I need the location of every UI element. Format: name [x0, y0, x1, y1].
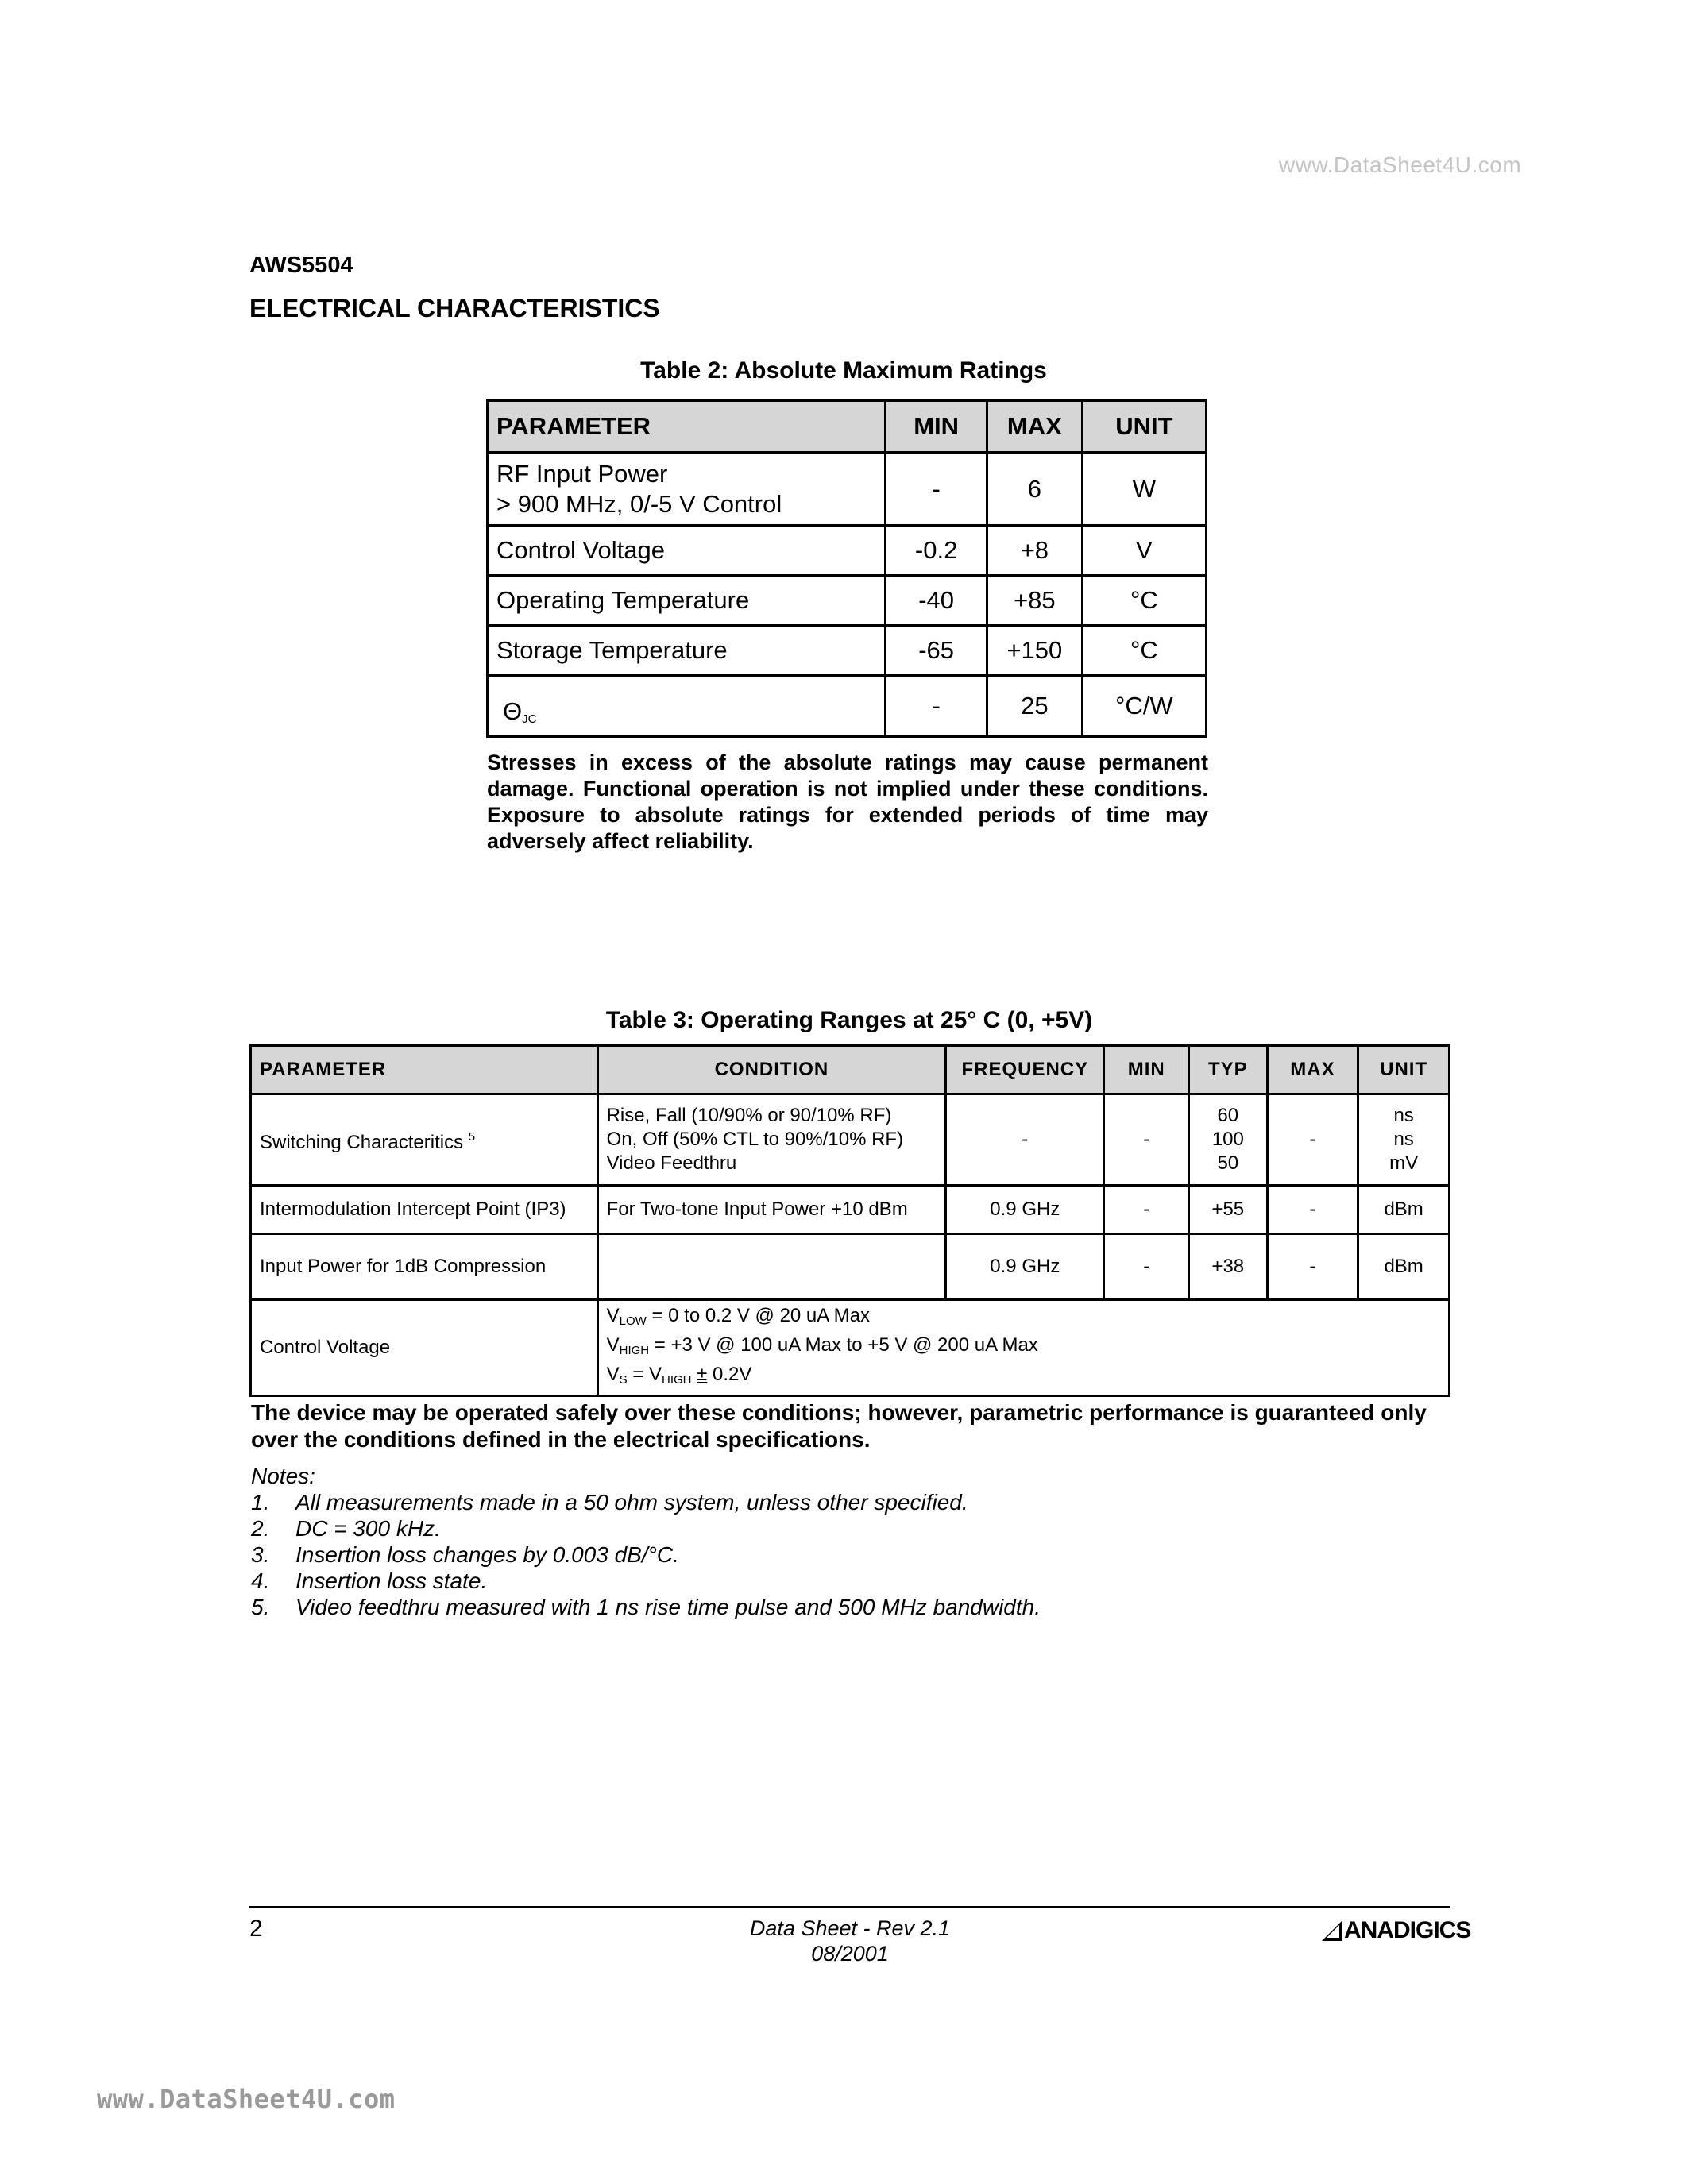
max-cell: -	[1267, 1094, 1358, 1186]
max-cell: -	[1267, 1234, 1358, 1300]
header-parameter: PARAMETER	[488, 401, 886, 453]
condition-cell	[597, 1234, 946, 1300]
page-number: 2	[249, 1916, 263, 1942]
typ-cell: +55	[1189, 1186, 1268, 1234]
table-row	[488, 576, 1207, 626]
table3-title: Table 3: Operating Ranges at 25° C (0, +5V)	[605, 1007, 1093, 1033]
max-cell: 25	[987, 676, 1083, 737]
vlow-line: $V_{LOW} = 0$ to 0.2 V @ 20 uA Max	[606, 1304, 870, 1328]
unit-cell: V	[1082, 526, 1206, 576]
header-parameter: PARAMETER	[251, 1046, 598, 1094]
control-voltage-condition	[597, 1300, 1449, 1396]
table-row	[251, 1234, 1450, 1300]
table-header-row	[251, 1046, 1450, 1094]
typ-value: 60	[1217, 1105, 1239, 1126]
param-cell	[488, 453, 886, 526]
logo-mark-icon	[1320, 1919, 1344, 1943]
min-cell: -	[1104, 1186, 1189, 1234]
footer-line1: Data Sheet - Rev 2.1	[749, 1916, 951, 1940]
header-unit: UNIT	[1082, 401, 1206, 453]
watermark-top: www.DataSheet4U.com	[1279, 152, 1522, 177]
min-cell: -	[886, 453, 987, 526]
header-max: MAX	[1267, 1046, 1358, 1094]
param-cell: Control Voltage	[251, 1300, 598, 1396]
condition-line: Video Feedthru	[606, 1152, 737, 1174]
unit-cell: W	[1082, 453, 1206, 526]
param-line2: > 900 MHz, 0/-5 V Control	[496, 490, 782, 518]
logo-text: ANADIGICS	[1344, 1917, 1471, 1943]
param-line1: RF Input Power	[496, 460, 668, 488]
unit-cell: dBm	[1358, 1234, 1450, 1300]
unit-cell: °C	[1082, 576, 1206, 626]
vs-line: $V_S = V_{HIGH} \pm 0.2V$	[606, 1363, 752, 1387]
notes-list	[251, 1463, 1443, 1620]
param-cell: Operating Temperature	[488, 576, 886, 626]
footer-revision	[651, 1916, 1049, 1966]
table-row	[488, 676, 1207, 737]
min-cell: -0.2	[886, 526, 987, 576]
table-row	[251, 1186, 1450, 1234]
min-cell: -65	[886, 626, 987, 676]
param-text: Switching Characteritics	[260, 1131, 464, 1153]
condition-cell	[597, 1094, 946, 1186]
header-condition: CONDITION	[597, 1046, 946, 1094]
table-header-row	[488, 401, 1207, 453]
list-item: 4. Insertion loss state.	[251, 1569, 488, 1593]
header-unit: UNIT	[1358, 1046, 1450, 1094]
footer-line2: 08/2001	[811, 1942, 889, 1966]
list-item: 1. All measurements made in a 50 ohm system, unless other specified.	[251, 1490, 968, 1515]
condition-cell: For Two-tone Input Power +10 dBm	[597, 1186, 946, 1234]
unit-cell: °C/W	[1082, 676, 1206, 737]
min-cell: -40	[886, 576, 987, 626]
table-row	[251, 1300, 1450, 1396]
header-max: MAX	[987, 401, 1083, 453]
anadigics-logo	[1320, 1915, 1470, 1947]
header-min: MIN	[886, 401, 987, 453]
min-cell: -	[1104, 1094, 1189, 1186]
param-cell	[251, 1094, 598, 1186]
frequency-cell: 0.9 GHz	[946, 1186, 1104, 1234]
list-item: 2. DC = 300 kHz.	[251, 1516, 441, 1541]
section-title: ELECTRICAL CHARACTERISTICS	[249, 294, 660, 322]
frequency-cell: -	[946, 1094, 1104, 1186]
param-cell	[488, 676, 886, 737]
condition-line: On, Off (50% CTL to 90%/10% RF)	[606, 1129, 904, 1150]
typ-value: 100	[1211, 1129, 1244, 1150]
list-item: 5. Video feedthru measured with 1 ns rise time pulse and 500 MHz bandwidth.	[251, 1595, 1041, 1619]
max-cell: 6	[987, 453, 1083, 526]
param-cell: Storage Temperature	[488, 626, 886, 676]
condition-line: Rise, Fall (10/90% or 90/10% RF)	[606, 1105, 892, 1126]
unit-value: mV	[1389, 1152, 1419, 1174]
theta-subscript: JC	[522, 712, 537, 726]
vhigh-line: $V_{HIGH} = +3$ V @ 100 uA Max to +5 V @ 200 uA Max	[606, 1333, 1038, 1357]
param-cell: Intermodulation Intercept Point (IP3)	[251, 1186, 598, 1234]
theta-symbol: Θ	[503, 697, 523, 725]
table3-note: The device may be operated safely over these conditions; however, parametric performance is guaranteed only over the conditions defined in the electrical specifications.	[251, 1400, 1427, 1452]
max-cell: +85	[987, 576, 1083, 626]
footer-divider	[249, 1906, 1450, 1908]
typ-cell	[1189, 1094, 1268, 1186]
table-row	[488, 626, 1207, 676]
typ-value: 50	[1217, 1152, 1239, 1174]
unit-value: ns	[1393, 1105, 1414, 1126]
table-row	[251, 1094, 1450, 1186]
param-superscript: 5	[468, 1129, 476, 1144]
table-row	[488, 453, 1207, 526]
unit-value: ns	[1393, 1129, 1414, 1150]
document-id: AWS5504	[249, 253, 353, 278]
unit-cell	[1358, 1094, 1450, 1186]
max-cell: +8	[987, 526, 1083, 576]
typ-cell: +38	[1189, 1234, 1268, 1300]
absolute-max-ratings-table	[486, 399, 1207, 738]
max-cell: +150	[987, 626, 1083, 676]
param-cell: Input Power for 1dB Compression	[251, 1234, 598, 1300]
min-cell: -	[886, 676, 987, 737]
header-frequency: FREQUENCY	[946, 1046, 1104, 1094]
table2-note: Stresses in excess of the absolute ratings may cause permanent damage. Functional operation is not implied under these conditions. Exposure to absolute ratings for extended periods of time may adversely affect reliability.	[487, 751, 1208, 853]
list-item: 3. Insertion loss changes by 0.003 dB/°C.	[251, 1542, 679, 1567]
header-typ: TYP	[1189, 1046, 1268, 1094]
operating-ranges-table	[249, 1044, 1450, 1397]
unit-cell: dBm	[1358, 1186, 1450, 1234]
notes-heading: Notes:	[251, 1464, 315, 1488]
max-cell: -	[1267, 1186, 1358, 1234]
table-row	[488, 526, 1207, 576]
unit-cell: °C	[1082, 626, 1206, 676]
table2-title: Table 2: Absolute Maximum Ratings	[640, 357, 1047, 384]
frequency-cell: 0.9 GHz	[946, 1234, 1104, 1300]
watermark-bottom: www.DataSheet4U.com	[97, 2084, 396, 2114]
header-min: MIN	[1104, 1046, 1189, 1094]
min-cell: -	[1104, 1234, 1189, 1300]
param-cell: Control Voltage	[488, 526, 886, 576]
